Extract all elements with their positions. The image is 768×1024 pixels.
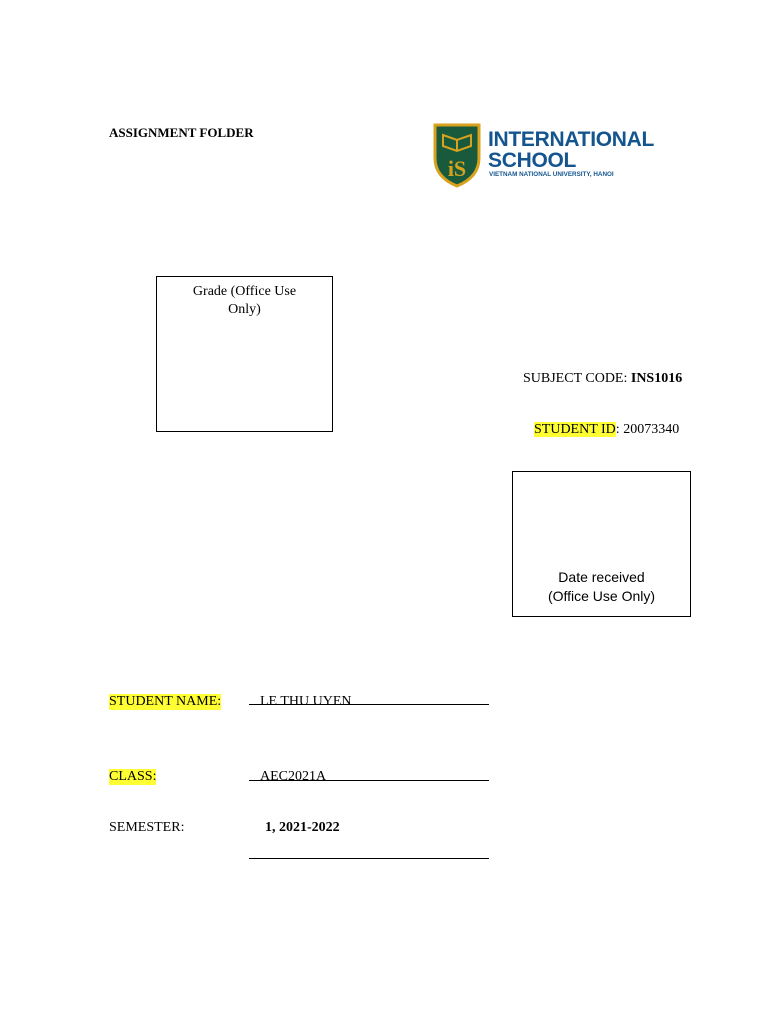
student-name-value: LE THU UYEN xyxy=(260,694,352,709)
date-received-box xyxy=(512,471,691,617)
subject-code xyxy=(523,371,682,387)
subject-code-label: SUBJECT CODE: xyxy=(523,371,631,386)
class-value: AEC2021A xyxy=(260,769,327,784)
student-id xyxy=(534,422,679,438)
logo-line-school: SCHOOL xyxy=(488,149,577,172)
date-received-line2: (Office Use Only) xyxy=(547,588,656,604)
grade-box xyxy=(156,276,333,432)
student-id-value: 20073340 xyxy=(623,422,680,437)
date-received-line1: Date received xyxy=(558,569,645,585)
student-id-separator: : xyxy=(615,422,624,437)
student-name-underline xyxy=(249,704,489,705)
date-received-label xyxy=(513,568,690,606)
grade-box-label: Grade (Office Use Only) xyxy=(192,284,297,317)
logo-line-international: INTERNATIONAL xyxy=(488,128,655,151)
student-name-label: STUDENT NAME: xyxy=(109,694,222,709)
semester-label: SEMESTER: xyxy=(109,820,185,835)
semester-underline xyxy=(249,858,489,859)
logo-line-university: VIETNAM NATIONAL UNIVERSITY, HANOI xyxy=(489,171,614,178)
student-id-label: STUDENT ID xyxy=(534,422,616,437)
class-underline xyxy=(249,780,489,781)
school-logo xyxy=(432,122,672,192)
subject-code-value: INS1016 xyxy=(630,371,683,386)
document-title: ASSIGNMENT FOLDER xyxy=(109,125,254,140)
shield-icon xyxy=(432,122,482,188)
class-label: CLASS: xyxy=(109,769,157,784)
semester-value: 1, 2021-2022 xyxy=(265,820,340,835)
svg-text:iS: iS xyxy=(447,156,467,181)
